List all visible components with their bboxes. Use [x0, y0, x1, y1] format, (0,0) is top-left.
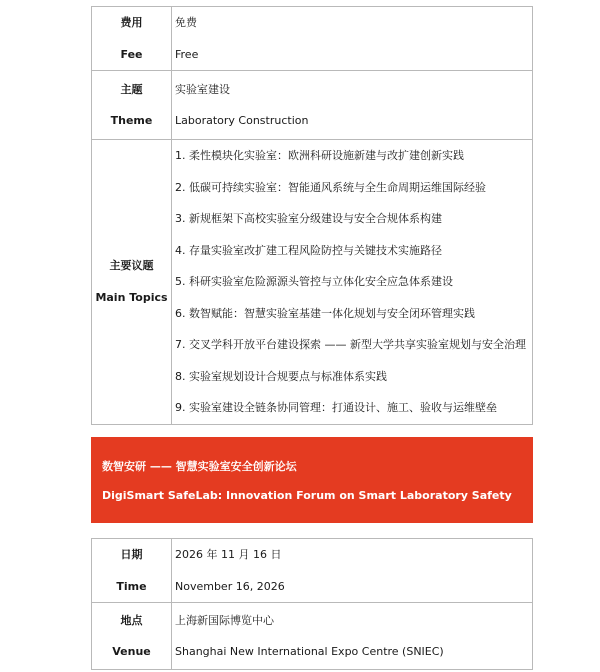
- event-info-table: [91, 6, 533, 425]
- venue-value-cell: [172, 603, 533, 670]
- fee-label-cn: 费用: [120, 16, 143, 29]
- venue-label-cn: 地点: [120, 613, 143, 627]
- topic-item: 1. 柔性模块化实验室：欧洲科研设施新建与改扩建创新实践: [175, 149, 464, 162]
- theme-value-en: Laboratory Construction: [175, 114, 309, 127]
- topics-value-cell: [172, 140, 533, 425]
- forum-title-en: DigiSmart SafeLab: Innovation Forum on Smart Laboratory Safety: [102, 489, 512, 502]
- topic-item: 4. 存量实验室改扩建工程风险防控与关键技术实施路径: [175, 243, 442, 257]
- venue-value-en: Shanghai New International Expo Centre (SNIEC): [175, 645, 444, 658]
- topics-list: [175, 140, 532, 424]
- fee-value-en: Free: [175, 47, 199, 61]
- theme-label-cn: 主题: [120, 82, 143, 96]
- venue-value-cn: 上海新国际博览中心: [175, 613, 274, 627]
- date-label-cell: [92, 539, 172, 603]
- topic-item: 8. 实验室规划设计合规要点与标准体系实践: [175, 369, 387, 383]
- theme-label-en: Theme: [110, 114, 153, 127]
- forum-info-table: [91, 538, 533, 670]
- date-value-cn: 2026 年 11 月 16 日: [175, 548, 282, 561]
- forum-banner: [91, 437, 533, 523]
- topic-item: 3. 新规框架下高校实验室分级建设与安全合规体系构建: [175, 212, 442, 225]
- date-label-en: Time: [116, 579, 147, 593]
- fee-value-cn: 免费: [175, 16, 197, 29]
- theme-value-cell: [172, 71, 533, 140]
- venue-label-en: Venue: [112, 645, 151, 658]
- date-value-cell: [172, 539, 533, 603]
- topics-label-cn: 主要议题: [109, 259, 154, 273]
- fee-label-cell: [92, 7, 172, 71]
- topics-label-cell: [92, 140, 172, 425]
- topics-row: [92, 140, 533, 425]
- topic-item: 2. 低碳可持续实验室：智能通风系统与全生命周期运维国际经验: [175, 180, 486, 194]
- topic-item: 5. 科研实验室危险源源头管控与立体化安全应急体系建设: [175, 275, 453, 288]
- topic-item: 7. 交叉学科开放平台建设探索 —— 新型大学共享实验室规划与安全治理: [175, 338, 526, 351]
- topic-item: 6. 数智赋能：智慧实验室基建一体化规划与安全闭环管理实践: [175, 306, 475, 320]
- date-value-en: November 16, 2026: [175, 579, 285, 593]
- fee-label-en: Fee: [120, 47, 143, 61]
- topic-item: 9. 实验室建设全链条协同管理：打通设计、施工、验收与运维壁垒: [175, 401, 497, 414]
- fee-row: [92, 7, 533, 71]
- theme-row: [92, 71, 533, 140]
- date-label-cn: 日期: [120, 548, 143, 561]
- topics-label-en: Main Topics: [95, 290, 168, 304]
- venue-label-cell: [92, 603, 172, 670]
- theme-label-cell: [92, 71, 172, 140]
- theme-value-cn: 实验室建设: [175, 82, 230, 96]
- venue-row: [92, 603, 533, 670]
- forum-title-cn: 数智安研 —— 智慧实验室安全创新论坛: [102, 460, 297, 473]
- fee-value-cell: [172, 7, 533, 71]
- date-row: [92, 539, 533, 603]
